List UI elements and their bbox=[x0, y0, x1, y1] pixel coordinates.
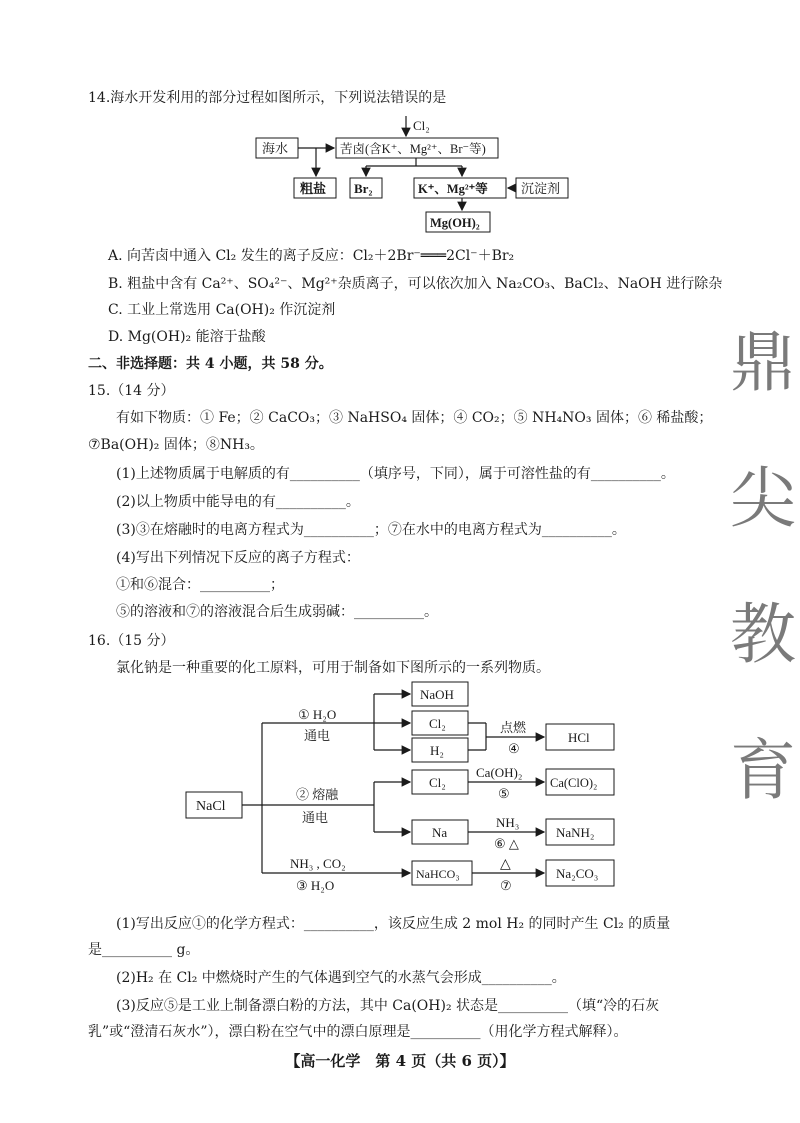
q16-part-2: (2)H₂ 在 Cl₂ 中燃烧时产生的气体遇到空气的水蒸气会形成__________。 bbox=[116, 970, 566, 986]
reaction-4-bottom: ④ bbox=[508, 741, 520, 756]
q15-part-4: (4)写出下列情况下反应的离子方程式： bbox=[116, 550, 360, 566]
cl2-box-b: Cl₂ bbox=[429, 775, 446, 790]
k-mg-box: K⁺、Mg²⁺等 bbox=[418, 182, 488, 196]
q14-option-a: A. 向苦卤中通入 Cl₂ 发生的离子反应：Cl₂＋2Br⁻═══2Cl⁻＋Br₂ bbox=[108, 248, 515, 264]
reaction-1-bottom: 通电 bbox=[304, 728, 331, 743]
br2-box: Br₂ bbox=[354, 181, 373, 196]
q16-part-3b: 乳”或“澄清石灰水”），漂白粉在空气中的漂白原理是__________（用化学方程式解释）。 bbox=[88, 1024, 628, 1040]
q15-intro-2: ⑦Ba(OH)₂ 固体；⑧NH₃。 bbox=[88, 437, 264, 453]
q16-intro: 氯化钠是一种重要的化工原料，可用于制备如下图所示的一系列物质。 bbox=[116, 660, 550, 676]
caclo2-box: Ca(ClO)₂ bbox=[550, 776, 598, 790]
naoh-box: NaOH bbox=[420, 687, 454, 702]
q14-diagram bbox=[250, 110, 610, 240]
crude-salt-box: 粗盐 bbox=[300, 181, 327, 196]
reaction-5-bottom: ⑤ bbox=[498, 786, 510, 801]
watermark-char-4: 育 bbox=[730, 732, 796, 809]
watermark-char-3: 教 bbox=[730, 596, 796, 673]
q16-part-3a: (3)反应⑤是工业上制备漂白粉的方法，其中 Ca(OH)₂ 状态是__________（填“冷的石灰 bbox=[116, 998, 660, 1014]
watermark-char-2: 尖 bbox=[730, 460, 796, 537]
hcl-box: HCl bbox=[568, 730, 590, 745]
q14-option-d: D. Mg(OH)₂ 能溶于盐酸 bbox=[108, 329, 266, 345]
reaction-6-top: NH₃ bbox=[496, 815, 520, 830]
q16-part-1b: 是__________ g。 bbox=[88, 942, 200, 958]
cl2-box-a: Cl₂ bbox=[429, 716, 446, 731]
q15-part-2: (2)以上物质中能导电的有__________。 bbox=[116, 494, 360, 510]
reaction-2-top: ② 熔融 bbox=[296, 787, 339, 802]
reaction-1-top: ① H₂O bbox=[298, 707, 337, 722]
q14-option-c: C. 工业上常选用 Ca(OH)₂ 作沉淀剂 bbox=[108, 302, 336, 318]
na2co3-box: Na₂CO₃ bbox=[556, 866, 599, 881]
section-2-heading: 二、非选择题：共 4 小题，共 58 分。 bbox=[88, 356, 333, 372]
brine-box: 苦卤(含K⁺、Mg²⁺、Br⁻等) bbox=[340, 142, 486, 156]
reaction-7-bottom: ⑦ bbox=[500, 878, 512, 893]
q15-part-1: (1)上述物质属于电解质的有__________（填序号，下同），属于可溶性盐的有__________。 bbox=[116, 466, 675, 482]
reaction-6-bottom: ⑥ △ bbox=[494, 836, 519, 851]
q15-part-3: (3)③在熔融时的电离方程式为__________；⑦在水中的电离方程式为__________。 bbox=[116, 522, 626, 538]
q14-stem: 14.海水开发利用的部分过程如图所示，下列说法错误的是 bbox=[88, 90, 447, 106]
reaction-4-top: 点燃 bbox=[500, 720, 527, 735]
mgoh2-box: Mg(OH)₂ bbox=[430, 216, 480, 230]
na-box: Na bbox=[432, 825, 448, 840]
reaction-7-top: △ bbox=[500, 857, 511, 872]
q15-head: 15.（14 分） bbox=[88, 383, 175, 399]
cl2-label: Cl₂ bbox=[413, 118, 430, 133]
nacl-box: NaCl bbox=[196, 799, 226, 814]
q16-head: 16.（15 分） bbox=[88, 633, 175, 649]
reaction-5-top: Ca(OH)₂ bbox=[476, 765, 523, 780]
h2-box: H₂ bbox=[430, 743, 444, 758]
nanh2-box: NaNH₂ bbox=[556, 825, 595, 840]
page-footer: 【高一化学 第 4 页（共 6 页）】 bbox=[285, 1052, 515, 1070]
watermark-char-1: 鼎 bbox=[730, 324, 796, 401]
q15-part-4a: ①和⑥混合：__________； bbox=[116, 577, 284, 593]
q14-option-b: B. 粗盐中含有 Ca²⁺、SO₄²⁻、Mg²⁺杂质离子，可以依次加入 Na₂CO₃、BaCl₂、NaOH 进行除杂 bbox=[108, 276, 723, 292]
reaction-3-bottom: ③ H₂O bbox=[296, 878, 335, 893]
seawater-box: 海水 bbox=[262, 141, 289, 156]
q16-diagram bbox=[180, 680, 630, 900]
q16-part-1a: (1)写出反应①的化学方程式：__________，该反应生成 2 mol H₂ 的同时产生 Cl₂ 的质量 bbox=[116, 916, 671, 932]
q15-intro-1: 有如下物质：① Fe；② CaCO₃；③ NaHSO₄ 固体；④ CO₂；⑤ NH₄NO₃ 固体；⑥ 稀盐酸； bbox=[116, 410, 713, 426]
nahco3-box: NaHCO₃ bbox=[416, 867, 460, 881]
reaction-2-bottom: 通电 bbox=[302, 810, 329, 825]
precipitant-box: 沉淀剂 bbox=[521, 181, 561, 196]
q15-part-4b: ⑤的溶液和⑦的溶液混合后生成弱碱：__________。 bbox=[116, 604, 438, 620]
reaction-3-top: NH₃ , CO₂ bbox=[290, 856, 346, 871]
